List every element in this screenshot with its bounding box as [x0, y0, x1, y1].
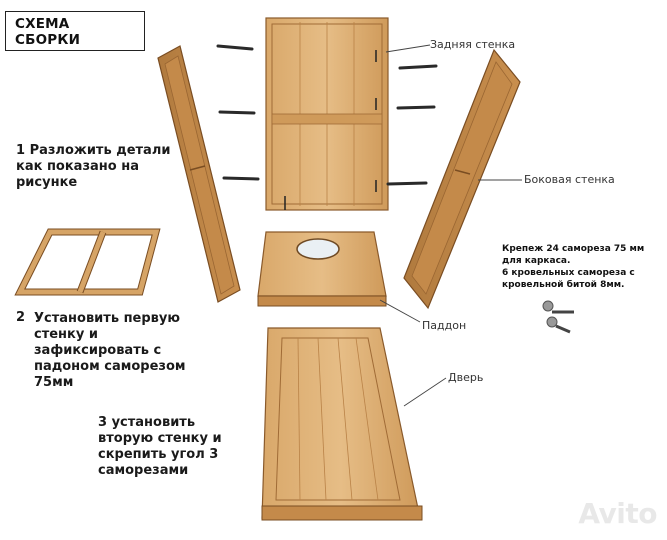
fasteners-note-line-1: Крепеж 24 самореза 75 мм — [502, 244, 645, 254]
back-wall-panel — [266, 18, 388, 210]
label-side-wall: Боковая стенка — [524, 173, 615, 186]
pallet — [258, 232, 386, 306]
step-2-text: Установить первую стенку и зафиксировать с падоном саморезом 75мм — [34, 311, 186, 390]
fasteners-note-line-4: кровельной битой 8мм. — [502, 280, 625, 290]
step-2-number: 2 — [16, 310, 26, 325]
screw-icons — [543, 301, 574, 332]
fasteners-note-line-3: 6 кровельных самореза с — [502, 268, 635, 278]
door-panel — [262, 328, 422, 520]
screws-left — [218, 46, 258, 179]
avito-watermark: Avito — [578, 497, 657, 530]
label-back-wall: Задняя стенка — [430, 38, 516, 51]
title-box — [5, 11, 145, 51]
base-frame — [20, 232, 156, 292]
label-pallet: Паддон — [422, 319, 467, 332]
title-line-1: СХЕМА — [15, 16, 70, 32]
step-3-text: 3 установить вторую стенку и скрепить угол 3 саморезами — [98, 415, 222, 478]
screws-right — [388, 66, 436, 184]
label-door: Дверь — [448, 371, 484, 384]
title-line-2: СБОРКИ — [15, 32, 81, 48]
step-1-text: 1 Разложить детали как показано на рисунке — [16, 143, 171, 190]
fasteners-note-line-2: для каркаса. — [502, 256, 571, 266]
